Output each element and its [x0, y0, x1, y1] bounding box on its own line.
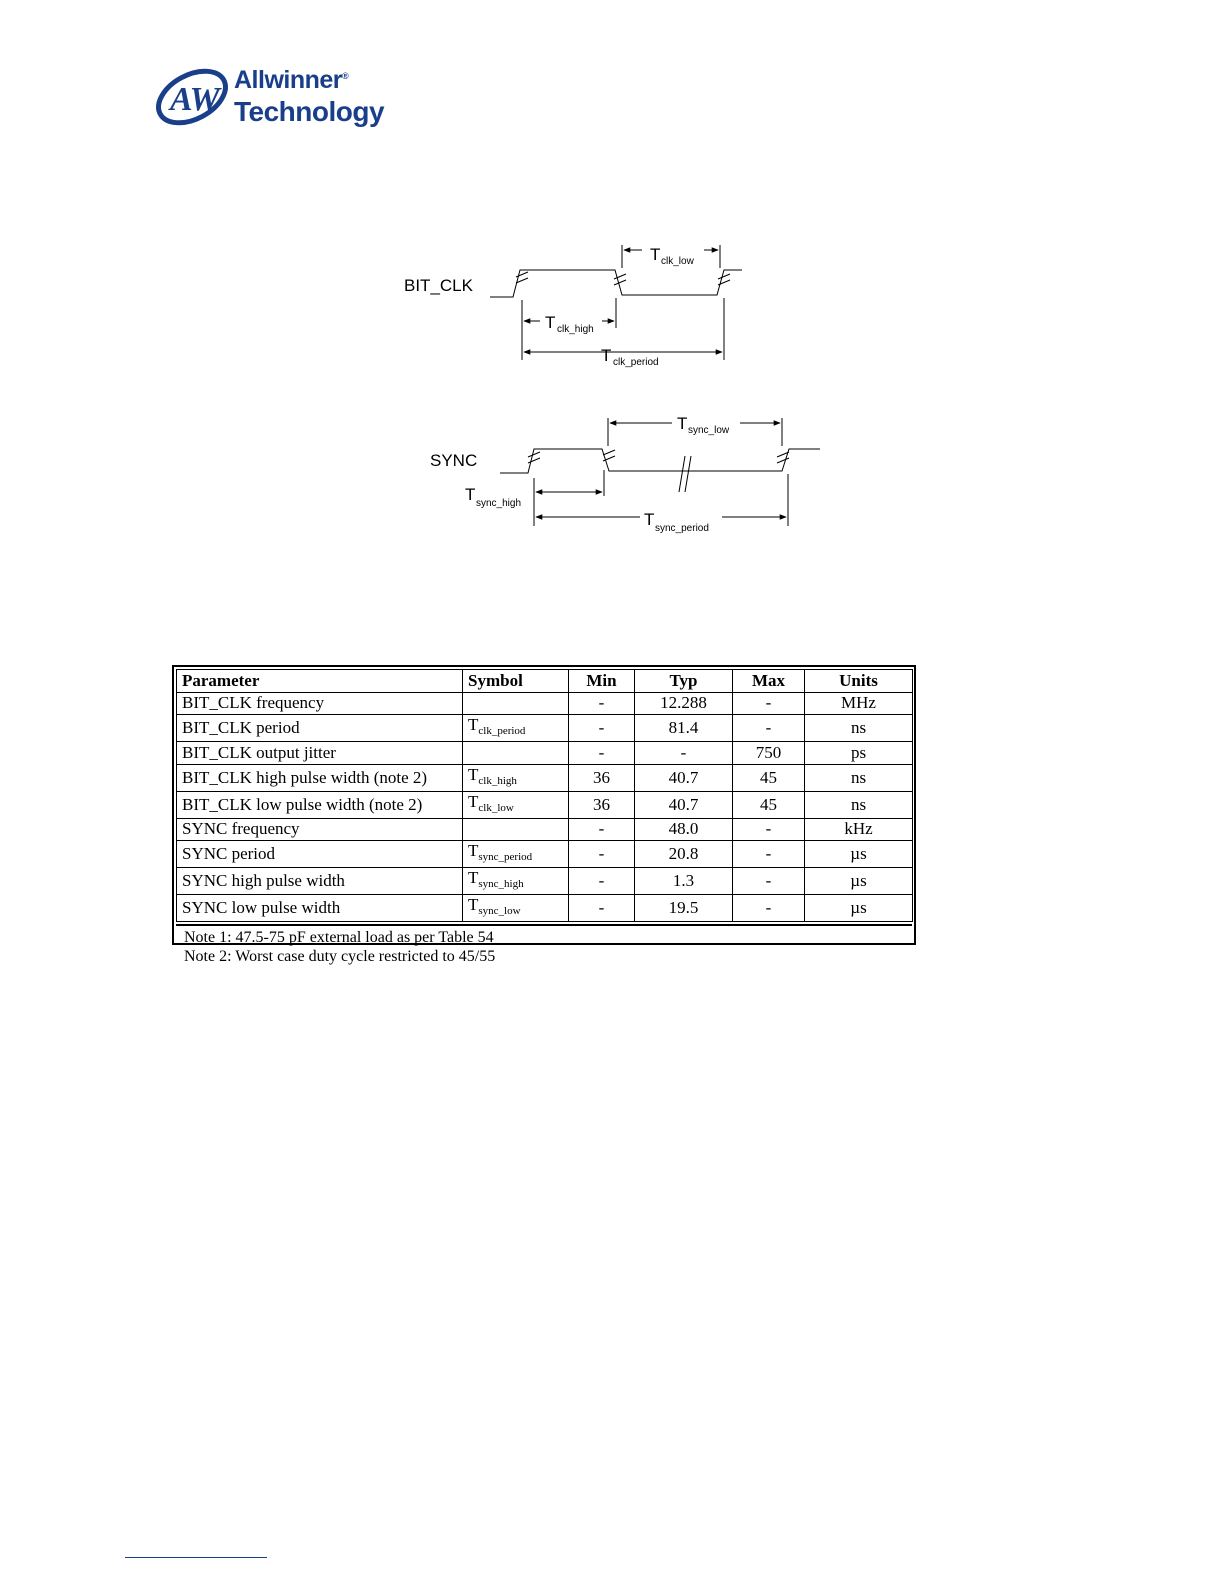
units-cell: ns — [805, 791, 913, 818]
symbol-cell: $T_{clk\_high}$ — [463, 764, 569, 791]
clk-period-t: T — [601, 346, 612, 365]
sync-waveform — [500, 449, 820, 473]
table-row — [177, 868, 913, 895]
max-cell: - — [733, 895, 805, 922]
max-cell: - — [733, 841, 805, 868]
typ-cell: 12.288 — [635, 692, 733, 715]
footer-rule — [125, 1557, 267, 1558]
typ-cell: 20.8 — [635, 841, 733, 868]
param-cell: SYNC low pulse width — [177, 895, 463, 922]
units-cell: µs — [805, 841, 913, 868]
bitclk-waveform — [490, 270, 742, 297]
header-units: Units — [805, 670, 913, 693]
symbol-cell — [463, 692, 569, 715]
min-cell: - — [569, 715, 635, 742]
table-row — [177, 764, 913, 791]
param-cell: BIT_CLK output jitter — [177, 742, 463, 765]
clk-high-t: T — [545, 313, 556, 332]
units-cell: MHz — [805, 692, 913, 715]
typ-cell: 1.3 — [635, 868, 733, 895]
units-cell: ps — [805, 742, 913, 765]
units-cell: kHz — [805, 818, 913, 841]
typ-cell: - — [635, 742, 733, 765]
min-cell: - — [569, 742, 635, 765]
typ-cell: 81.4 — [635, 715, 733, 742]
header-parameter: Parameter — [177, 670, 463, 693]
max-cell: 45 — [733, 791, 805, 818]
sync-low-t: T — [677, 414, 688, 433]
min-cell: - — [569, 895, 635, 922]
table-row — [177, 841, 913, 868]
sync-period-t: T — [644, 510, 655, 529]
clk-high-sub: clk_high — [557, 324, 594, 335]
table-notes — [176, 924, 912, 966]
symbol-cell: $T_{clk\_low}$ — [463, 791, 569, 818]
clk-period-sub: clk_period — [613, 357, 659, 368]
max-cell: - — [733, 692, 805, 715]
min-cell: - — [569, 818, 635, 841]
max-cell: - — [733, 818, 805, 841]
units-cell: µs — [805, 868, 913, 895]
max-cell: 45 — [733, 764, 805, 791]
sync-period-sub: sync_period — [655, 523, 709, 534]
bitclk-label: BIT_CLK — [404, 276, 473, 295]
table-header-row — [177, 670, 913, 693]
typ-cell: 19.5 — [635, 895, 733, 922]
param-cell: SYNC frequency — [177, 818, 463, 841]
header-typ: Typ — [635, 670, 733, 693]
min-cell: - — [569, 868, 635, 895]
spec-table — [176, 669, 913, 922]
min-cell: 36 — [569, 791, 635, 818]
table-row — [177, 895, 913, 922]
header-symbol: Symbol — [463, 670, 569, 693]
table-row — [177, 818, 913, 841]
logo-line1: Allwinner — [234, 66, 343, 94]
clk-low-sub: clk_low — [661, 256, 694, 267]
symbol-cell — [463, 818, 569, 841]
header-max: Max — [733, 670, 805, 693]
sync-high-t: T — [465, 485, 476, 504]
symbol-cell: $T_{sync\_high}$ — [463, 868, 569, 895]
symbol-cell: $T_{sync\_period}$ — [463, 841, 569, 868]
note-2: Note 2: Worst case duty cycle restricted to 45/55 — [184, 948, 496, 965]
symbol-cell: $T_{sync\_low}$ — [463, 895, 569, 922]
typ-cell: 40.7 — [635, 791, 733, 818]
min-cell: 36 — [569, 764, 635, 791]
param-cell: SYNC high pulse width — [177, 868, 463, 895]
table-row — [177, 692, 913, 715]
max-cell: - — [733, 868, 805, 895]
sync-high-sub: sync_high — [476, 498, 522, 509]
note-1: Note 1: 47.5-75 pF external load as per Table 54 — [184, 929, 494, 946]
units-cell: ns — [805, 764, 913, 791]
typ-cell: 40.7 — [635, 764, 733, 791]
clk-low-t: T — [650, 245, 661, 264]
timing-spec-table — [172, 665, 916, 965]
svg-text:AW: AW — [170, 81, 220, 118]
min-cell: - — [569, 692, 635, 715]
param-cell: BIT_CLK high pulse width (note 2) — [177, 764, 463, 791]
symbol-cell — [463, 742, 569, 765]
table-row — [177, 791, 913, 818]
units-cell: ns — [805, 715, 913, 742]
min-cell: - — [569, 841, 635, 868]
logo-line2: Technology — [234, 96, 385, 127]
param-cell: BIT_CLK period — [177, 715, 463, 742]
symbol-cell: $T_{clk\_period}$ — [463, 715, 569, 742]
param-cell: BIT_CLK low pulse width (note 2) — [177, 791, 463, 818]
max-cell: - — [733, 715, 805, 742]
sync-break-mark — [679, 456, 691, 492]
table-row — [177, 715, 913, 742]
param-cell: BIT_CLK frequency — [177, 692, 463, 715]
param-cell: SYNC period — [177, 841, 463, 868]
timing-diagram — [0, 0, 1224, 600]
table-row — [177, 742, 913, 765]
sync-low-sub: sync_low — [688, 425, 730, 436]
max-cell: 750 — [733, 742, 805, 765]
typ-cell: 48.0 — [635, 818, 733, 841]
registered-mark: ® — [342, 71, 349, 81]
units-cell: µs — [805, 895, 913, 922]
sync-label: SYNC — [430, 451, 478, 470]
header-min: Min — [569, 670, 635, 693]
